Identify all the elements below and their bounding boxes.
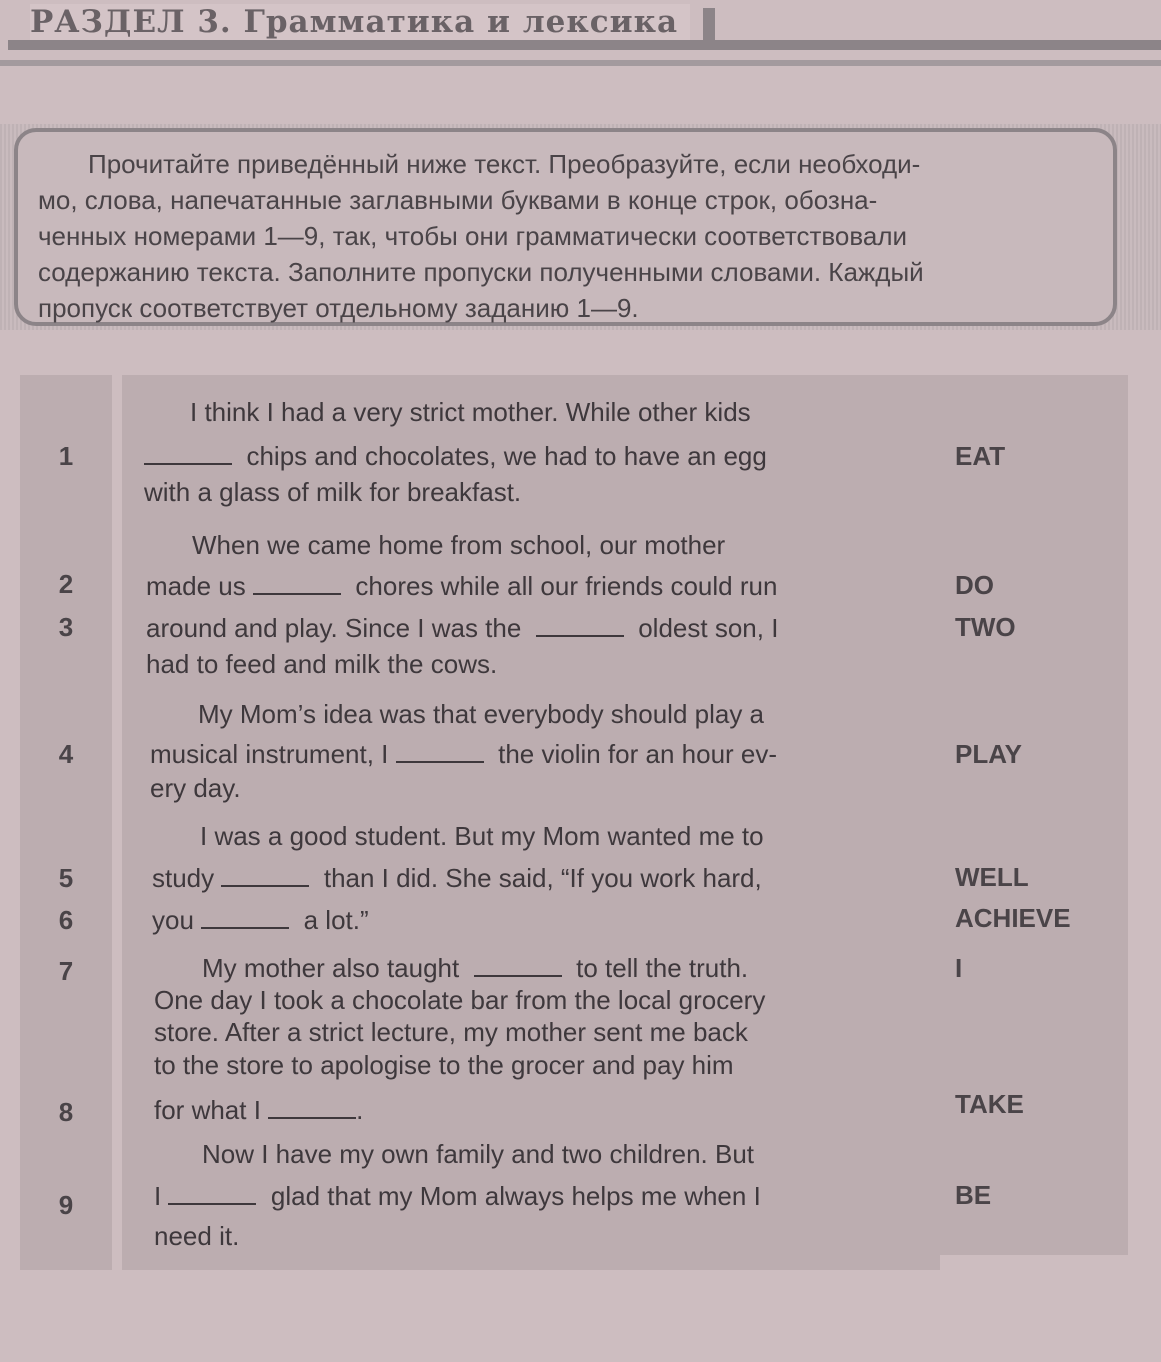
text-fragment: oldest son, I bbox=[638, 613, 779, 643]
text-fragment: made us bbox=[146, 571, 246, 601]
instructions-line: Прочитайте приведённый ниже текст. Преобразуйте, если необходи- bbox=[88, 149, 921, 179]
text-line: When we came home from school, our mother bbox=[192, 530, 726, 560]
answer-blank[interactable] bbox=[168, 1199, 256, 1205]
transform-word: BE bbox=[955, 1180, 992, 1210]
answer-blank[interactable] bbox=[474, 971, 562, 977]
transform-word: PLAY bbox=[955, 739, 1022, 769]
answer-blank[interactable] bbox=[221, 881, 309, 887]
text-fragment: . bbox=[356, 1095, 364, 1125]
text-line: I was a good student. But my Mom wanted me to bbox=[200, 821, 764, 851]
task-number: 2 bbox=[58, 569, 74, 599]
transform-word: TAKE bbox=[955, 1089, 1024, 1119]
task-number-column bbox=[20, 375, 112, 1270]
answer-blank[interactable] bbox=[396, 757, 484, 763]
text-fragment: around and play. Since I was the bbox=[146, 613, 522, 643]
text-line: Now I have my own family and two children. But bbox=[202, 1139, 755, 1169]
text-line bbox=[152, 863, 762, 893]
transform-word: ACHIEVE bbox=[955, 903, 1071, 933]
instructions-line: содержанию текста. Заполните пропуски полученными словами. Каждый bbox=[38, 257, 924, 287]
section-header bbox=[0, 0, 1161, 75]
task-number: 5 bbox=[58, 863, 74, 893]
section-title: РАЗДЕЛ 3. Грамматика и лексика bbox=[30, 4, 690, 40]
text-line: I think I had a very strict mother. While other kids bbox=[190, 397, 751, 427]
task-number: 6 bbox=[58, 905, 74, 935]
answer-blank[interactable] bbox=[253, 589, 341, 595]
text-fragment: for what I bbox=[154, 1095, 261, 1125]
text-line bbox=[144, 441, 767, 471]
text-fragment: musical instrument, I bbox=[150, 739, 389, 769]
instructions-box bbox=[14, 128, 1117, 326]
instructions-line: мо, слова, напечатанные заглавными буквами в конце строк, обозна- bbox=[38, 185, 878, 215]
task-number: 9 bbox=[58, 1190, 74, 1220]
text-line bbox=[202, 953, 748, 983]
text-line: My Mom’s idea was that everybody should play a bbox=[198, 699, 765, 729]
answer-blank[interactable] bbox=[201, 923, 289, 929]
text-fragment: My mother also taught bbox=[202, 953, 460, 983]
text-fragment: chips and chocolates, we had to have an egg bbox=[246, 441, 767, 471]
transform-word: TWO bbox=[955, 612, 1016, 642]
task-number: 4 bbox=[58, 739, 74, 769]
text-line: need it. bbox=[154, 1221, 240, 1251]
title-tab-marker bbox=[703, 8, 715, 42]
text-fragment: I bbox=[154, 1181, 162, 1211]
text-fragment: to tell the truth. bbox=[576, 953, 749, 983]
answer-blank[interactable] bbox=[536, 631, 624, 637]
task-number: 3 bbox=[58, 612, 74, 642]
transform-word: WELL bbox=[955, 862, 1029, 892]
task-number: 8 bbox=[58, 1097, 74, 1127]
text-fragment: chores while all our friends could run bbox=[355, 571, 778, 601]
text-line bbox=[150, 739, 777, 769]
header-rule-secondary bbox=[0, 60, 1161, 66]
word-column bbox=[938, 375, 1128, 1255]
answer-blank[interactable] bbox=[144, 459, 232, 465]
text-line bbox=[152, 905, 369, 935]
text-line bbox=[154, 1181, 761, 1211]
text-fragment: the violin for an hour ev- bbox=[498, 739, 778, 769]
task-number: 1 bbox=[58, 441, 74, 471]
text-fragment: a lot.” bbox=[303, 905, 369, 935]
text-line: to the store to apologise to the grocer and pay him bbox=[154, 1050, 734, 1080]
text-fragment: than I did. She said, “If you work hard, bbox=[323, 863, 762, 893]
text-fragment: study bbox=[152, 863, 215, 893]
text-line: had to feed and milk the cows. bbox=[146, 649, 498, 679]
transform-word: EAT bbox=[955, 441, 1006, 471]
text-line: with a glass of milk for breakfast. bbox=[144, 477, 522, 507]
transform-word: DO bbox=[955, 570, 994, 600]
answer-blank[interactable] bbox=[268, 1113, 356, 1119]
transform-word: I bbox=[955, 953, 963, 983]
instructions-line: ченных номерами 1—9, так, чтобы они грамматически соответствовали bbox=[38, 221, 908, 251]
exercise-table bbox=[20, 375, 1128, 1270]
text-line: ery day. bbox=[150, 773, 241, 803]
text-line: store. After a strict lecture, my mother sent me back bbox=[154, 1017, 748, 1047]
text-line: One day I took a chocolate bar from the local grocery bbox=[154, 985, 766, 1015]
instructions-line: пропуск соответствует отдельному заданию 1—9. bbox=[38, 293, 639, 323]
text-line bbox=[154, 1095, 363, 1125]
header-rule bbox=[8, 40, 1161, 50]
text-line bbox=[146, 571, 777, 601]
text-line bbox=[146, 613, 778, 643]
text-fragment: you bbox=[152, 905, 194, 935]
instructions-text bbox=[38, 146, 1096, 326]
text-fragment: glad that my Mom always helps me when I bbox=[270, 1181, 761, 1211]
task-number: 7 bbox=[58, 956, 74, 986]
